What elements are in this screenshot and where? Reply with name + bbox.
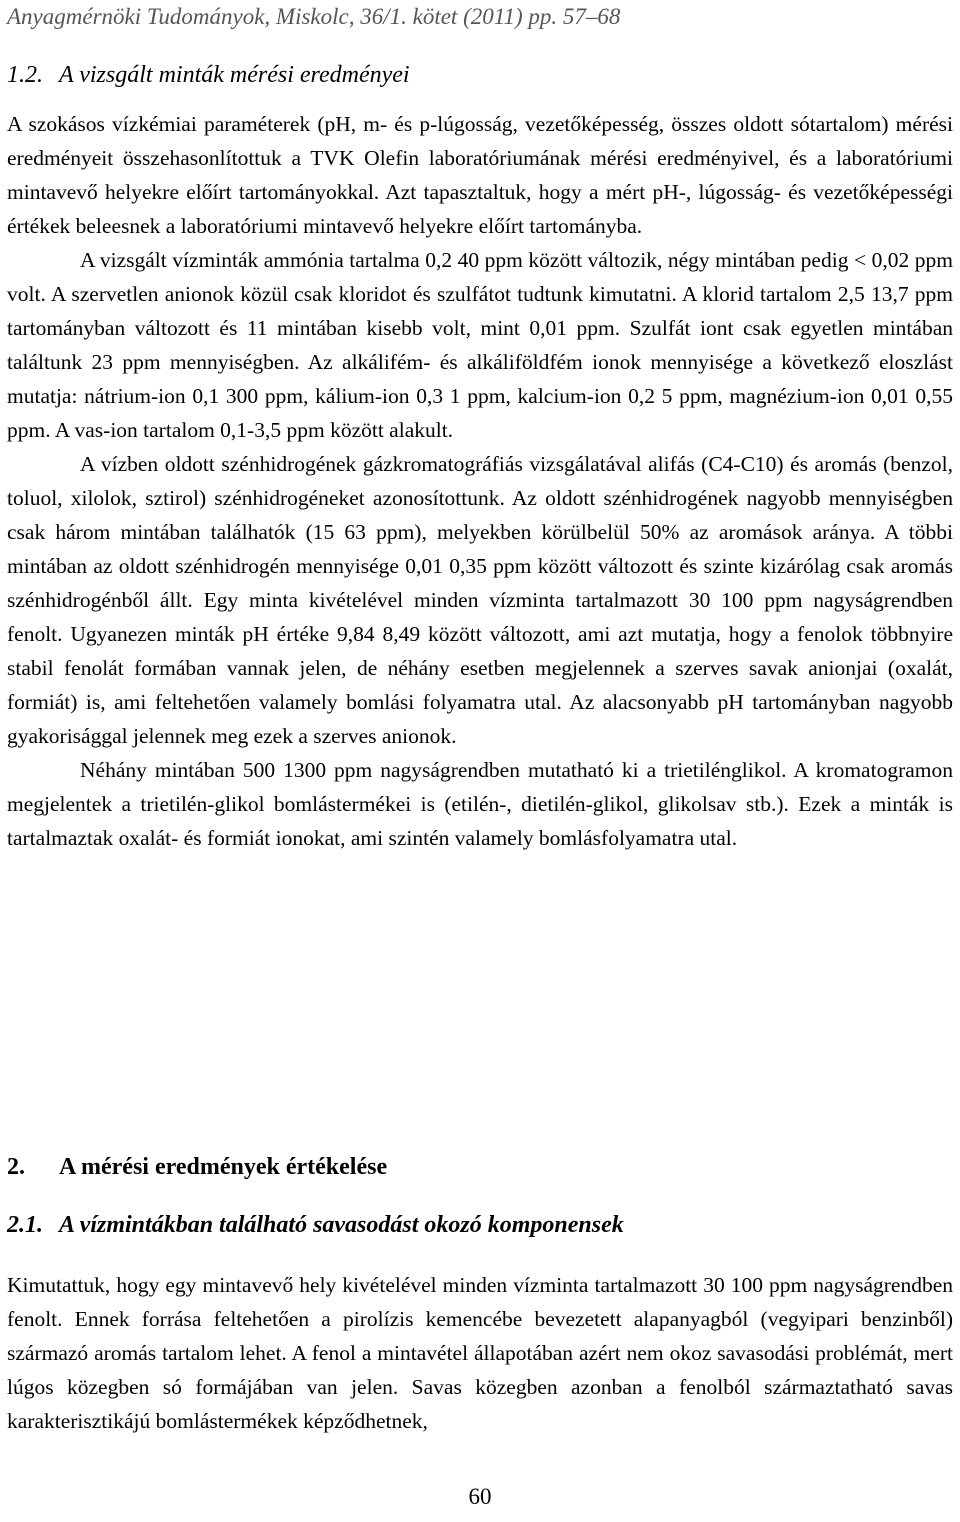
section-heading-1-2: [7, 62, 410, 89]
paragraph: A vízben oldott szénhidrogének gázkromatográfiás vizsgálatával alifás (C4-C10) és aromás (benzol, toluol, xilolok, sztirol) szénhidrogéneket azonosítottunk. Az oldott szénhidrogének nagyobb mennyiségben csak három mintában találhatók (15 63 ppm), melyekben körülbelül 50% az aromások aránya. A többi mintában az oldott szénhidrogén mennyisége 0,01 0,35 ppm között változott és szinte kizárólag csak aromás szénhidrogénből állt. Egy minta kivételével minden vízminta tartalmazott 30 100 ppm nagyságrendben fenolt. Ugyanezen minták pH értéke 9,84 8,49 között változott, ami azt mutatja, hogy a fenolok többnyire stabil fenolát formában vannak jelen, de néhány esetben megjelennek a szerves savak anionjai (oxalát, formiát) is, ami feltehetően valamely bomlási folyamatra utal. Az alacsonyabb pH tartományban nagyobb gyakorisággal jelennek meg ezek a szerves anionok.: [7, 452, 953, 748]
paragraph: A vizsgált vízminták ammónia tartalma 0,2 40 ppm között változik, négy mintában pedig < 0,02 ppm volt. A szervetlen anionok közül csak kloridot és szulfátot tudtunk kimutatni. A klorid tartalom 2,5 13,7 ppm tartományban változott és 11 mintában kisebb volt, mint 0,01 ppm. Szulfát iont csak egyetlen mintában találtunk 23 ppm mennyiségben. Az alkálifém- és alkáliföldfém ionok mennyisége a következő eloszlást mutatja: nátrium-ion 0,1 300 ppm, kálium-ion 0,3 1 ppm, kalcium-ion 0,2 5 ppm, magnézium-ion 0,01 0,55 ppm. A vas-ion tartalom 0,1-3,5 ppm között alakult.: [7, 248, 953, 442]
section-1-2-body: [7, 107, 953, 855]
paragraph: Kimutattuk, hogy egy mintavevő hely kivételével minden vízminta tartalmazott 30 100 ppm nagyságrendben fenolt. Ennek forrása feltehetően a pirolízis kemencébe bevezetett alapanyagból (vegyipari benzinből) származó aromás tartalom lehet. A fenol a mintavétel állapotában azért nem okoz savasodási problémát, mert lúgos közegben só formájában van jelen. Savas közegben azonban a fenolból származtatható savas karakterisztikájú bomlástermékek képződhetnek,: [7, 1273, 953, 1433]
section-title: A vizsgált minták mérési eredményei: [59, 62, 410, 88]
paragraph: A szokásos vízkémiai paraméterek (pH, m- és p-lúgosság, vezetőképesség, összes oldott sótartalom) mérési eredményeit összehasonlítottuk a TVK Olefin laboratóriumának mérési eredményivel, és a laboratóriumi mintavevő helyekre előírt tartományokkal. Azt tapasztaltuk, hogy a mért pH-, lúgosság- és vezetőképességi értékek beleesnek a laboratóriumi mintavevő helyekre előírt tartományba.: [7, 112, 953, 238]
section-title: A mérési eredmények értékelése: [59, 1154, 388, 1180]
section-title: A vízmintákban található savasodást okozó komponensek: [59, 1212, 624, 1238]
section-number: 2.: [7, 1154, 25, 1180]
section-number: 1.2.: [7, 62, 43, 88]
section-heading-2: [7, 1154, 387, 1181]
document-page: [7, 0, 953, 1522]
page-number: 60: [468, 1484, 492, 1509]
paragraph: Néhány mintában 500 1300 ppm nagyságrendben mutatható ki a trietilénglikol. A kromatogramon megjelentek a trietilén-glikol bomlástermékei is (etilén-, dietilén-glikol, glikolsav stb.). Ezek a minták is tartalmaztak oxalát- és formiát ionokat, ami szintén valamely bomlásfolyamatra utal.: [7, 758, 953, 850]
section-2-1-body: [7, 1268, 953, 1438]
section-number: 2.1.: [7, 1212, 43, 1238]
running-header: Anyagmérnöki Tudományok, Miskolc, 36/1. kötet (2011) pp. 57–68: [7, 4, 621, 29]
section-heading-2-1: [7, 1212, 624, 1239]
